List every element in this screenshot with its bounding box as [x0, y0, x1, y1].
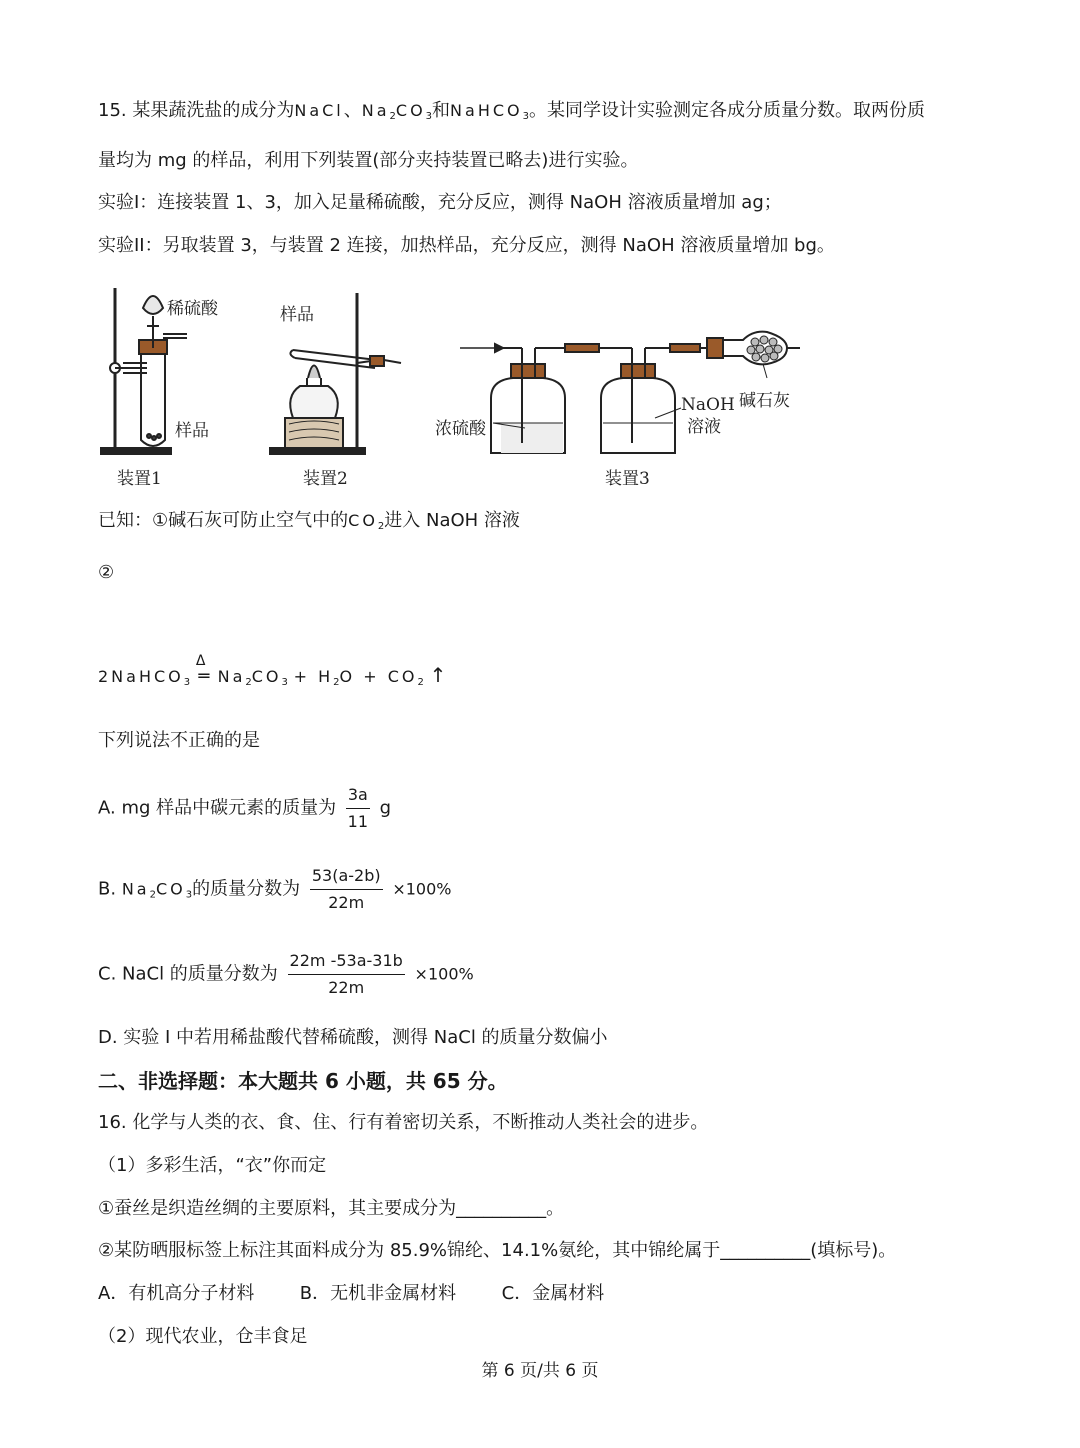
fraction-c: $\frac{22m -53a-31b}{22m}$: [289, 951, 403, 997]
label-sample-2: 样品: [280, 305, 314, 325]
q15-experiment-1: 实验I：连接装置 1、3，加入足量稀硫酸，充分反应，测得 NaOH 溶液质量增加 ag；: [98, 192, 782, 213]
option-c: C. NaCl 的质量分数为 $\frac{22m -53a-31b}{22m}$ ×100%: [98, 951, 474, 997]
q16-sub2: （2）现代农业，仓丰食足: [98, 1326, 308, 1347]
page-footer: 第 6 页/共 6 页: [481, 1361, 599, 1381]
option-b: B. $Na_2CO_3$的质量分数为 $\frac{53(a-2b)}{22m}$ ×100%: [98, 866, 452, 912]
q16-item1: ①蚕丝是织造丝绸的主要原料，其主要成分为__________。: [98, 1198, 565, 1219]
label-dilute-sulfuric-acid: 稀硫酸: [167, 299, 218, 319]
delta-symbol: Δ: [195, 653, 206, 669]
q15-line2: 量均为 mg 的样品，利用下列装置(部分夹持装置已略去)进行实验。: [98, 150, 639, 171]
q15-known-2: ②: [98, 562, 115, 583]
option-a: A. mg 样品中碳元素的质量为 $\frac{3a}{11}$ g: [98, 785, 392, 831]
label-solution: 溶液: [687, 417, 721, 437]
section-2-title: 二、非选择题：本大题共 6 小题，共 65 分。: [98, 1069, 508, 1093]
option-d: D. 实验 I 中若用稀盐酸代替稀硫酸，测得 NaCl 的质量分数偏小: [98, 1027, 608, 1048]
label-sample-1: 样品: [175, 421, 209, 441]
apparatus-diagram: [95, 268, 815, 493]
label-conc-sulfuric-acid: 浓硫酸: [435, 419, 486, 439]
q15-prompt: 下列说法不正确的是: [98, 730, 260, 751]
caption-apparatus-2: 装置2: [303, 469, 348, 489]
label-naoh: NaOH: [681, 395, 735, 415]
fraction-b: $\frac{53(a-2b)}{22m}$: [311, 866, 381, 912]
caption-apparatus-1: 装置1: [117, 469, 162, 489]
q16-item2: ②某防晒服标签上标注其面料成分为 85.9%锦纶、14.1%氨纶，其中锦纶属于__________(填标号)。: [98, 1240, 897, 1261]
q15-experiment-2: 实验II：另取装置 3，与装置 2 连接，加热样品，充分反应，测得 NaOH 溶液质量增加 bg。: [98, 235, 835, 256]
choice-c: C．金属材料: [501, 1283, 605, 1304]
choice-a: A．有机高分子材料: [98, 1283, 255, 1304]
chemical-equation: 2NaHCO$_3$ Δ ═ $Na_2CO_3 + H_2O + CO_2$ ↑: [98, 662, 446, 696]
caption-apparatus-3: 装置3: [605, 469, 650, 489]
choice-b: B．无机非金属材料: [299, 1283, 457, 1304]
q16-choices: [98, 1281, 604, 1307]
up-arrow-icon: ↑: [429, 663, 447, 687]
q16-sub1: （1）多彩生活，“衣”你而定: [98, 1155, 327, 1176]
q15-known-1: 已知：①碱石灰可防止空气中的$CO_2$进入 NaOH 溶液: [98, 510, 520, 532]
label-soda-lime: 碱石灰: [739, 391, 790, 411]
q16-intro: 16. 化学与人类的衣、食、住、行有着密切关系，不断推动人类社会的进步。: [98, 1112, 709, 1133]
q15-intro: 15. 某果蔬洗盐的成分为NaCl、$Na_2CO_3$和NaHCO$_3$。某同学设计实验测定各成分质量分数。取两份质: [98, 100, 925, 122]
fraction-a: $\frac{3a}{11}$: [347, 785, 369, 831]
